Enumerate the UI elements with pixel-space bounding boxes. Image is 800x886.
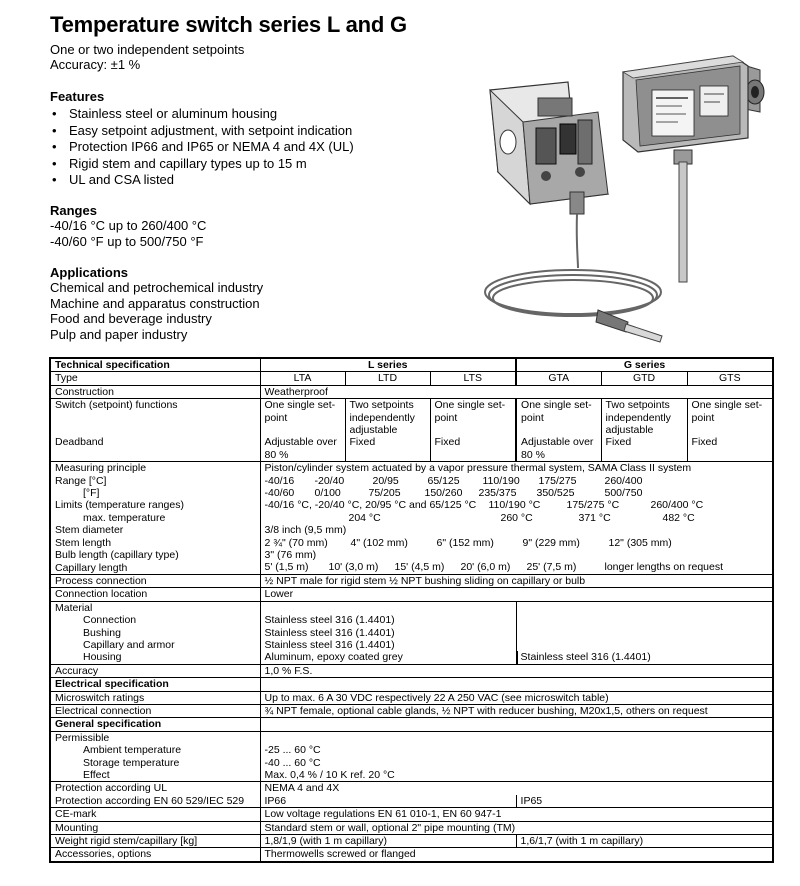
row-label: [°F] bbox=[83, 487, 100, 500]
row-value: Lower bbox=[260, 588, 773, 601]
range-f-cell: 0/100 bbox=[314, 487, 341, 500]
application-line: Food and beverage industry bbox=[50, 311, 212, 327]
row-value: NEMA 4 and 4X bbox=[260, 782, 773, 795]
max-temp-cell: 371 °C bbox=[578, 511, 611, 524]
range-f-cell: -40/60 bbox=[264, 487, 295, 500]
range-line: -40/60 °F up to 500/750 °F bbox=[50, 233, 204, 249]
capillary-length-cell: longer lengths on request bbox=[604, 561, 723, 574]
switch-function-cell: One single set-point bbox=[687, 399, 773, 437]
feature-item: • UL and CSA listed bbox=[50, 172, 354, 189]
weight-l-value: 1,8/1,9 (with 1 m capillary) bbox=[260, 835, 516, 848]
type-cell: GTA bbox=[516, 372, 601, 385]
table-row-electrical-connection bbox=[50, 704, 773, 717]
intro-line-accuracy: Accuracy: ±1 % bbox=[50, 57, 141, 72]
switch-function-cell: Two setpoints independently adjustable bbox=[345, 399, 430, 437]
material-l-values bbox=[260, 601, 516, 664]
switch-function-cell: One single set-point bbox=[260, 399, 345, 437]
switch-function-cell: Two setpoints independently adjustable bbox=[601, 399, 687, 437]
empty-cell bbox=[260, 718, 773, 731]
table-row-type bbox=[50, 372, 773, 385]
range-c-cell: -40/16 bbox=[264, 474, 295, 487]
type-cell: GTS bbox=[687, 372, 773, 385]
range-c-cell: 20/95 bbox=[372, 474, 399, 487]
limits-cell: -40/16 °C, -20/40 °C, 20/95 °C and 65/125 °C bbox=[264, 499, 477, 512]
range-c-cell: 65/125 bbox=[427, 474, 460, 487]
g-series-housing bbox=[623, 56, 764, 282]
type-cell: LTS bbox=[430, 372, 516, 385]
range-f-cell: 350/525 bbox=[536, 487, 575, 500]
intro-text bbox=[50, 42, 244, 72]
type-cell: LTD bbox=[345, 372, 430, 385]
range-f-cell: 75/205 bbox=[368, 487, 401, 500]
table-header-label: Technical specification bbox=[50, 358, 260, 372]
application-line: Machine and apparatus construction bbox=[50, 295, 260, 311]
range-c-cell: -20/40 bbox=[314, 474, 345, 487]
row-label: Storage temperature bbox=[83, 756, 180, 769]
range-c-cell: 260/400 bbox=[604, 474, 643, 487]
row-value: 1,0 % F.S. bbox=[260, 664, 773, 677]
material-housing-g-value: Stainless steel 316 (1.4401) bbox=[517, 651, 769, 663]
table-row-process-connection bbox=[50, 574, 773, 587]
deadband-cell: Adjustable over 80 % bbox=[516, 436, 601, 461]
row-label: Permissible bbox=[55, 731, 110, 744]
stem-length-cell: 6" (152 mm) bbox=[436, 536, 494, 549]
max-temp-values bbox=[265, 512, 769, 524]
l-series-housing bbox=[490, 82, 608, 214]
row-label: Capillary and armor bbox=[83, 638, 175, 651]
stem-length-values bbox=[265, 537, 769, 549]
row-label-group bbox=[50, 462, 260, 575]
measuring-principle-value: Piston/cylinder system actuated by a vapor pressure thermal system, SAMA Class II system bbox=[264, 462, 692, 475]
range-f-cell: 500/750 bbox=[604, 487, 643, 500]
row-value: Thermowells screwed or flanged bbox=[260, 848, 773, 862]
row-label: Accuracy bbox=[50, 664, 260, 677]
row-label: Material bbox=[55, 601, 93, 614]
row-label: Protection according UL bbox=[50, 782, 260, 795]
stem-length-cell: 2 ¾" (70 mm) bbox=[264, 536, 328, 549]
row-label: Bulb length (capillary type) bbox=[55, 549, 179, 562]
max-temp-cell: 260 °C bbox=[500, 511, 533, 524]
range-f-cell: 235/375 bbox=[478, 487, 517, 500]
weight-g-value: 1,6/1,7 (with 1 m capillary) bbox=[516, 835, 773, 848]
feature-item: • Rigid stem and capillary types up to 15 m bbox=[50, 156, 354, 173]
table-row-material bbox=[50, 601, 773, 664]
table-row-electrical-heading bbox=[50, 678, 773, 691]
intro-line-setpoints: One or two independent setpoints bbox=[50, 42, 245, 57]
table-row-general-heading bbox=[50, 718, 773, 731]
row-label: Microswitch ratings bbox=[50, 691, 260, 704]
bulb bbox=[596, 310, 662, 342]
row-label-group bbox=[50, 731, 260, 782]
material-g-values bbox=[516, 601, 773, 664]
row-value: Weatherproof bbox=[260, 385, 773, 398]
table-row-ce-mark bbox=[50, 808, 773, 821]
switch-function-cell: One single set-point bbox=[430, 399, 516, 437]
table-row-weight bbox=[50, 835, 773, 848]
effect-value: Max. 0,4 % / 10 K ref. 20 °C bbox=[264, 768, 395, 781]
row-value: Standard stem or wall, optional 2" pipe mounting (TM) bbox=[260, 821, 773, 834]
spec-table bbox=[49, 357, 774, 863]
deadband-cell: Fixed bbox=[687, 436, 773, 461]
stem-diameter-value: 3/8 inch (9,5 mm) bbox=[264, 524, 347, 537]
table-header-row bbox=[50, 358, 773, 372]
product-photo bbox=[478, 42, 778, 347]
row-label: Accessories, options bbox=[50, 848, 260, 862]
ambient-temp-value: -25 ... 60 °C bbox=[264, 744, 321, 757]
storage-temp-value: -40 ... 60 °C bbox=[264, 756, 321, 769]
row-value: ¾ NPT female, optional cable glands, ½ NPT with reducer bushing, M20x1,5, others on request bbox=[260, 704, 773, 717]
page-title: Temperature switch series L and G bbox=[50, 12, 407, 37]
l-series-header: L series bbox=[260, 358, 516, 372]
row-label: Effect bbox=[83, 769, 110, 781]
deadband-cell: Adjustable over 80 % bbox=[260, 436, 345, 461]
type-cell: LTA bbox=[260, 372, 345, 385]
range-line: -40/16 °C up to 260/400 °C bbox=[50, 218, 207, 233]
feature-item: • Stainless steel or aluminum housing bbox=[50, 106, 354, 123]
row-value-group bbox=[260, 731, 773, 782]
row-value: Low voltage regulations EN 61 010-1, EN 60 947-1 bbox=[260, 808, 773, 821]
range-c-cell: 175/275 bbox=[538, 474, 577, 487]
row-value-group bbox=[260, 462, 773, 575]
table-row-permissible bbox=[50, 731, 773, 782]
row-label: Capillary length bbox=[55, 561, 128, 574]
row-label: Electrical connection bbox=[50, 704, 260, 717]
row-label: Process connection bbox=[50, 574, 260, 587]
row-label: CE-mark bbox=[50, 808, 260, 821]
range-c-cell: 110/190 bbox=[482, 474, 520, 487]
deadband-cell: Fixed bbox=[345, 436, 430, 461]
stem-length-cell: 4" (102 mm) bbox=[350, 536, 408, 549]
row-label: Stem length bbox=[55, 536, 112, 549]
row-label: Range [°C] bbox=[55, 474, 107, 487]
row-label-group bbox=[50, 601, 260, 664]
ranges-heading: Ranges bbox=[50, 203, 97, 218]
electrical-spec-heading: Electrical specification bbox=[50, 678, 260, 691]
g-series-header: G series bbox=[516, 358, 773, 372]
applications-heading: Applications bbox=[50, 265, 129, 280]
stem-length-cell: 9" (229 mm) bbox=[522, 536, 580, 549]
limits-cell: 110/190 °C bbox=[488, 499, 541, 512]
row-label: Type bbox=[50, 372, 260, 385]
features-heading: Features bbox=[50, 89, 105, 104]
row-label: Connection bbox=[83, 614, 137, 627]
application-line: Pulp and paper industry bbox=[50, 326, 188, 342]
row-label: Ambient temperature bbox=[83, 744, 182, 757]
feature-item: • Protection IP66 and IP65 or NEMA 4 and 4X (UL) bbox=[50, 139, 354, 156]
row-label: Stem diameter bbox=[55, 524, 124, 537]
capillary-length-cell: 15' (4,5 m) bbox=[394, 561, 445, 574]
protection-en-l-value: IP66 bbox=[260, 795, 516, 808]
row-label: Bushing bbox=[83, 626, 121, 639]
table-row-accessories bbox=[50, 848, 773, 862]
range-c-values bbox=[265, 475, 769, 487]
table-row-measuring-block bbox=[50, 462, 773, 575]
row-value: Up to max. 6 A 30 VDC respectively 22 A 250 VAC (see microswitch table) bbox=[260, 691, 773, 704]
limits-values bbox=[265, 499, 769, 511]
table-row-protection-en bbox=[50, 795, 773, 808]
row-label: Measuring principle bbox=[55, 462, 147, 475]
applications-text bbox=[50, 280, 263, 342]
ranges-text bbox=[50, 218, 206, 249]
empty-cell bbox=[260, 678, 773, 691]
material-capillary-value: Stainless steel 316 (1.4401) bbox=[264, 638, 395, 651]
capillary-coil bbox=[485, 214, 661, 316]
row-label: Connection location bbox=[50, 588, 260, 601]
table-row-deadband bbox=[50, 436, 773, 461]
deadband-cell: Fixed bbox=[430, 436, 516, 461]
row-label: Limits (temperature ranges) bbox=[55, 499, 184, 512]
protection-en-g-value: IP65 bbox=[516, 795, 773, 808]
capillary-length-values bbox=[265, 561, 769, 573]
row-label: Mounting bbox=[50, 821, 260, 834]
row-label: Protection according EN 60 529/IEC 529 bbox=[50, 795, 260, 808]
max-temp-cell: 204 °C bbox=[348, 511, 381, 524]
table-row-switch-functions bbox=[50, 399, 773, 437]
capillary-length-cell: 10' (3,0 m) bbox=[328, 561, 379, 574]
stem-length-cell: 12" (305 mm) bbox=[608, 536, 672, 549]
table-row-connection-location bbox=[50, 588, 773, 601]
table-row-mounting bbox=[50, 821, 773, 834]
material-connection-value: Stainless steel 316 (1.4401) bbox=[264, 614, 395, 627]
row-label: Construction bbox=[50, 385, 260, 398]
switch-function-cell: One single set-point bbox=[516, 399, 601, 437]
material-bushing-value: Stainless steel 316 (1.4401) bbox=[264, 626, 395, 639]
general-spec-heading: General specification bbox=[50, 718, 260, 731]
material-housing-l-value: Aluminum, epoxy coated grey bbox=[264, 651, 403, 664]
capillary-length-cell: 25' (7,5 m) bbox=[526, 561, 577, 574]
row-label: max. temperature bbox=[83, 511, 166, 524]
row-label: Weight rigid stem/capillary [kg] bbox=[50, 835, 260, 848]
range-f-cell: 150/260 bbox=[424, 487, 463, 500]
max-temp-cell: 482 °C bbox=[662, 511, 695, 524]
capillary-length-cell: 20' (6,0 m) bbox=[460, 561, 511, 574]
row-label: Switch (setpoint) functions bbox=[50, 399, 260, 437]
feature-item: • Easy setpoint adjustment, with setpoint indication bbox=[50, 123, 354, 140]
limits-cell: 260/400 °C bbox=[650, 499, 704, 512]
row-label: Deadband bbox=[50, 436, 260, 461]
deadband-cell: Fixed bbox=[601, 436, 687, 461]
type-cell: GTD bbox=[601, 372, 687, 385]
row-value: ½ NPT male for rigid stem ½ NPT bushing sliding on capillary or bulb bbox=[260, 574, 773, 587]
application-line: Chemical and petrochemical industry bbox=[50, 280, 264, 295]
capillary-length-cell: 5' (1,5 m) bbox=[264, 561, 309, 574]
table-row-microswitch bbox=[50, 691, 773, 704]
features-list bbox=[50, 106, 354, 189]
row-label: Housing bbox=[83, 651, 122, 664]
bulb-length-value: 3" (76 mm) bbox=[264, 549, 317, 562]
table-row-accuracy bbox=[50, 664, 773, 677]
table-row-protection-ul bbox=[50, 782, 773, 795]
range-f-values bbox=[265, 487, 769, 499]
limits-cell: 175/275 °C bbox=[566, 499, 620, 512]
table-row-construction bbox=[50, 385, 773, 398]
